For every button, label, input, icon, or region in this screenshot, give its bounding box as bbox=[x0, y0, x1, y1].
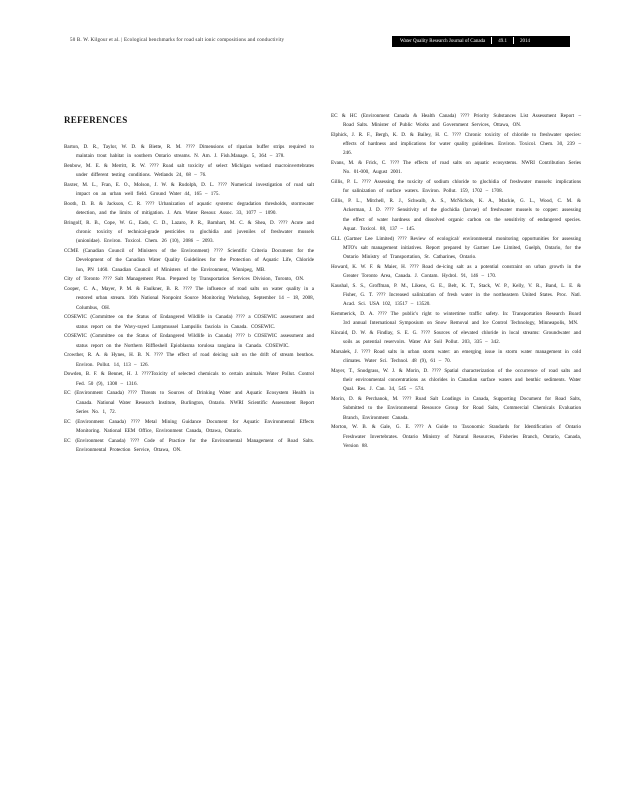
reference-entry: COSEWIC (Committee on the Status of Endangered Wildlife in Canada) ???? a COSEWIC assessment and status report on the Wavy-rayed Lampmussel Lampsilis fasciola in Canada. COSEWIC. bbox=[64, 314, 314, 330]
reference-entry: Mayer, T., Snodgrass, W. J. & Morin, D. ???? Spatial characterization of the occurrence of road salts and their environmental concentrations as chlorides in Canadian surface waters and benthic sediments. Water Qual. Res. J. Can. 34, 545 – 574. bbox=[331, 368, 581, 393]
references-heading: REFERENCES bbox=[64, 115, 128, 125]
reference-entry: Morton, W. B. & Gale, G. E. ???? A Guide to Taxonomic Standards for Identification of Ontario Freshwater Invertebrates. Ontario Ministry of Natural Resources, Fisheries Branch, Ontario, Canada, Version 88. bbox=[331, 424, 581, 449]
reference-entry: EC (Environment Canada) ???? Threats to Sources of Drinking Water and Aquatic Ecosystem Health in Canada. National Water Research Institute, Burlington, Ontario. NWRI Scientific Assessment Report Series No. 1, 72. bbox=[64, 390, 314, 415]
journal-year: 2014 bbox=[520, 39, 531, 44]
journal-volume: 49.1 bbox=[498, 39, 508, 44]
reference-entry: Gillis, P. L. ???? Assessing the toxicity of sodium chloride to glochidia of freshwater mussels: implications for salinization of surface waters. Environ. Pollut. 159, 1702 – 1708. bbox=[331, 179, 581, 195]
reference-entry: Kincaid, D. W. & Findlay, S. E. G. ???? Sources of elevated chloride in local streams: Groundwater and soils as potential reservoirs. Water Air Soil Pollut. 203, 335 – 342. bbox=[331, 330, 581, 346]
references-right-column bbox=[331, 112, 581, 452]
reference-entry: Elphick, J. R. F., Bergh, K. D. & Bailey, H. C. ???? Chronic toxicity of chloride to freshwater species: effects of hardness and implications for water quality guidelines. Environ. Toxicol. Chem. 30, 239 – 246. bbox=[331, 132, 581, 157]
reference-entry: Howard, K. W. F. & Maier, H. ???? Road de-icing salt as a potential constraint on urban growth in the Greater Toronto Area, Canada. J. Contam. Hydrol. 91, 146 – 170. bbox=[331, 263, 581, 280]
reference-entry: EC (Environment Canada) ???? Code of Practice for the Environmental Management of Road Salts. Environmental Protection Service, Ottawa, ON. bbox=[64, 437, 314, 453]
header-citation: 50 B. W. Kilgour et al. | Ecological benchmarks for road salt ionic compositions and conductivity bbox=[70, 38, 285, 43]
reference-entry: Marsalek, J. ???? Road salts in urban storm water: an emerging issue in storm water management in cold climates. Water Sci. Technol. 48 (9), 61 – 70. bbox=[331, 349, 581, 365]
reference-entry: Baxter, M. L., Fran, E. O., Molson, J. W. & Rudolph, D. L. ???? Numerical investigation of road salt impact on an urban well field. Ground Water 44, 165 – 175. bbox=[64, 182, 314, 198]
journal-banner bbox=[392, 36, 570, 47]
references-left-column bbox=[64, 143, 314, 456]
running-header bbox=[60, 36, 570, 48]
journal-name: Water Quality Research Journal of Canada bbox=[400, 39, 486, 44]
reference-entry: Dowden, B. F. & Bennet, H. J. ????Toxicity of selected chemicals to certain animals. Water Pollut. Control Fed. 50 (9), 1308 – 1316. bbox=[64, 371, 314, 387]
reference-entry: Bringolf, R. B., Cope, W. G., Eads, C. D., Lazaro, P. R., Barnhart, M. C. & Shea, D. ???? Acute and chronic toxicity of technical-grade pesticides to glochidia and juveniles of freshwater mussels (unionidae). Environ. Toxicol. Chem. 26 (10), 2086 – 2093. bbox=[64, 220, 314, 245]
reference-entry: Kaushal, S. S., Groffman, P. M., Likens, G. E., Belt, K. T., Stack, W. P., Kelly, V. R., Band, L. E. & Fisher, G. T. ???? Increased salinization of fresh water in the northeastern United States. Proc. Natl. Acad. Sci. USA 102, 13517 – 13520. bbox=[331, 282, 581, 308]
reference-entry: COSEWIC (Committee on the Status of Endangered Wildlife in Canada) ???? b COSEWIC assessment and status report on the Northern Riffleshell Epioblasma torulosa rangiana in Canada. COSEWIC. bbox=[64, 333, 314, 349]
reference-entry: Crowther, R. A. & Hynes, H. B. N. ???? The effect of road deicing salt on the drift of stream benthos. Environ. Pollut. 14, 113 – 126. bbox=[64, 352, 314, 368]
reference-entry: Barton, D. R., Taylor, W. D. & Biette, R. M. ???? Dimensions of riparian buffer strips required to maintain trout habitat in southern Ontario streams. N. Am. J. Fish.Manage. 5, 364 – 378. bbox=[64, 144, 314, 160]
reference-entry: Booth, D. B. & Jackson, C. R. ???? Urbanization of aquatic systems: degradation thresholds, stormwater detection, and the limits of mitigation. J. Am. Water Resour. Assoc. 33, 1077 – 1090. bbox=[64, 201, 314, 217]
reference-entry: Morin, D. & Perchanok, M. ???? Road Salt Loadings in Canada, Supporting Document for Road Salts, Submitted to the Environmental Resource Group for Road Salts, Commercial Chemicals Evaluation Branch, Environment Canada. bbox=[331, 396, 581, 421]
reference-entry: Cooper, C. A., Mayer, P. M. & Faulkner, B. R. ???? The influence of road salts on water quality in a restored urban stream. 16th National Nonpoint Source Monitoring Workshop, September 14 – 18, 2008, Columbus, OH. bbox=[64, 286, 314, 311]
reference-entry: Gillis, P. L., Mitchell, R. J., Schwalb, A. S., McNichols, K. A., Mackie, G. L., Wood, C. M. & Ackerman, J. D. ???? Sensitivity of the glochidia (larvae) of freshwater mussels to copper: assessing the effect of water hardness and dissolved organic carbon on the sensitivity of endangered species. Aquat. Toxicol. 88, 137 – 145. bbox=[331, 198, 581, 232]
reference-entry: CCME (Canadian Council of Ministers of the Environment) ???? Scientific Criteria Document for the Development of the Canadian Water Quality Guidelines for the Protection of Aquatic Life, Chloride Ion, PN 1460. Canadian Council of Ministers of the Environment, Winnipeg, MB. bbox=[64, 248, 314, 273]
reference-entry: EC & HC (Environment Canada & Health Canada) ???? Priority Substances List Assessment Report – Road Salts. Minister of Public Works and Government Services, Ottawa, ON. bbox=[331, 113, 581, 129]
reference-entry: City of Toronto ???? Salt Management Plan. Prepared by Transportation Services Division, Toronto, ON. bbox=[64, 276, 305, 283]
banner-divider bbox=[513, 37, 514, 44]
reference-entry: GLL (Gartner Lee Limited) ???? Review of ecological/ environmental monitoring opportunities for assessing MTO's salt management initiatives. Report prepared by Gartner Lee Limited, Guelph, Ontario, for the Ontario Ministry of Transportation, St. Catharines, Ontario. bbox=[331, 235, 581, 261]
reference-entry: Evans, M. & Frick, C. ???? The effects of road salts on aquatic ecosystems. NWRI Contribution Series No. 01-000, August 2001. bbox=[331, 160, 581, 176]
reference-entry: EC (Environment Canada) ???? Metal Mining Guidance Document for Aquatic Environmental Effects Monitoring. National EEM Office, Environment Canada, Ottawa, Ontario. bbox=[64, 418, 314, 434]
banner-divider bbox=[491, 37, 492, 44]
reference-entry: Kemmerick, D. A. ???? The public's right to wintertime traffic safety. In: Transportation Research Board 3rd annual International Symposium on Snow Removal and Ice Control Technology, Minneapolis, MN. bbox=[331, 311, 581, 327]
reference-entry: Benbow, M. E. & Merritt, R. W. ???? Road salt toxicity of select Michigan wetland macroinvertebrates under different testing conditions. Wetlands 24, 68 – 76. bbox=[64, 163, 314, 179]
